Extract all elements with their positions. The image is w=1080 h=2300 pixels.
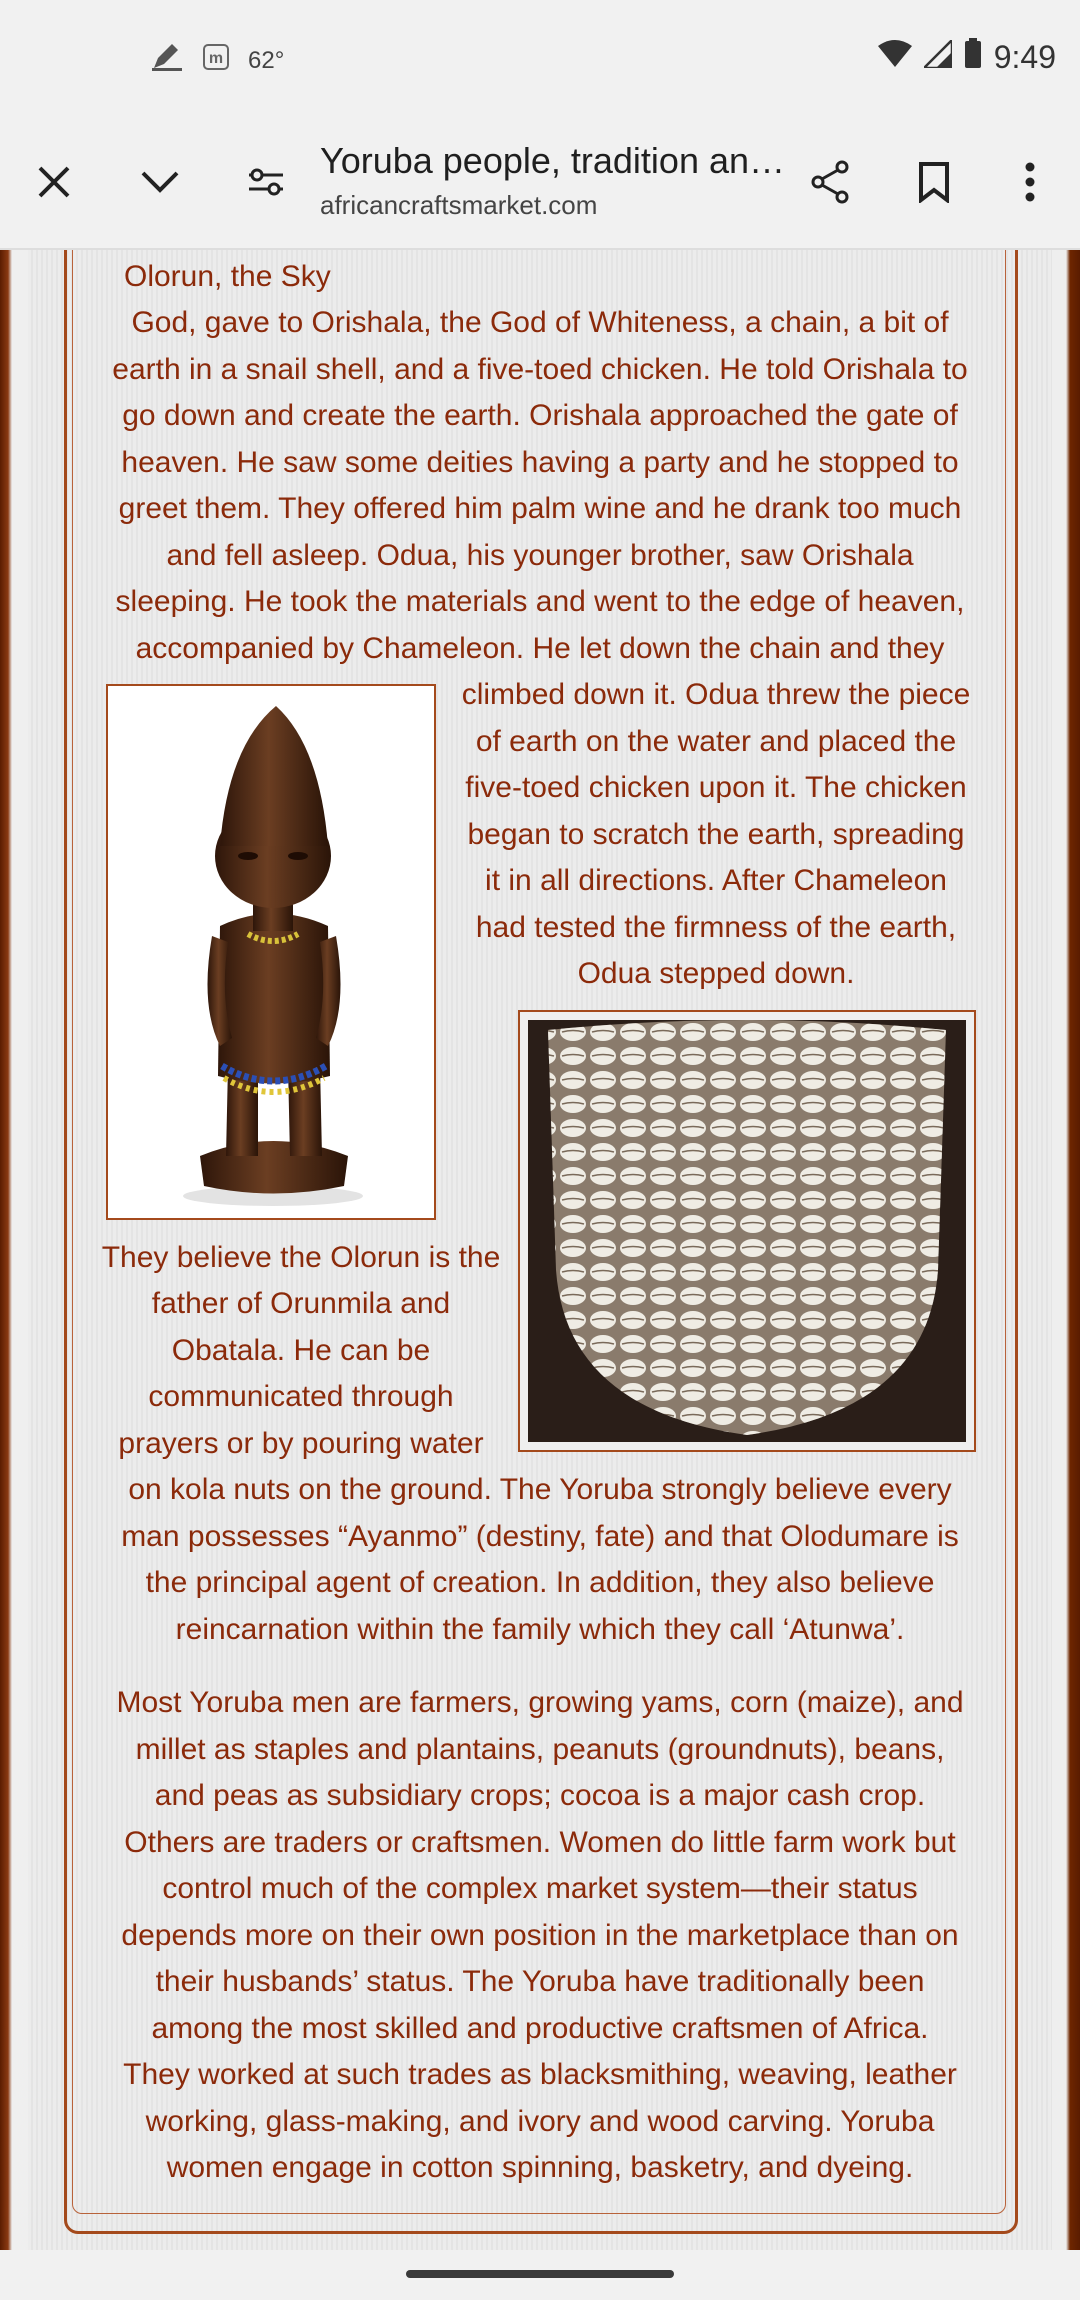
text-line: sleeping. He took the materials and went to the edge of heaven, — [115, 585, 965, 618]
text-line: greet them. They offered him palm wine and he drank too much — [118, 492, 962, 525]
text-line: Others are traders or craftsmen. Women do little farm work but — [124, 1826, 956, 1859]
text-line: and fell asleep. Odua, his younger brother, saw Orishala — [166, 539, 914, 572]
status-bar — [0, 0, 1080, 120]
text-line: Most Yoruba men are farmers, growing yams, corn (maize), and — [116, 1686, 964, 1719]
text-line: accompanied by Chameleon. He let down the chain and they — [135, 632, 945, 665]
site-settings-icon — [247, 167, 285, 202]
text-line: millet as staples and plantains, peanuts (groundnuts), beans, — [135, 1733, 945, 1766]
text-line: Olorun, the Sky — [124, 260, 331, 293]
text-line: had tested the firmness of the earth, — [475, 911, 957, 944]
share-button[interactable] — [792, 146, 868, 222]
text-line: man possesses “Ayanmo” (destiny, fate) and that Olodumare is — [121, 1520, 959, 1553]
more-options-button[interactable] — [992, 146, 1068, 222]
text-line: They believe the Olorun is the — [101, 1241, 501, 1274]
text-line: heaven. He saw some deities having a party and he stopped to — [121, 446, 959, 479]
text-line: women engage in cotton spinning, basketry, and dyeing. — [166, 2151, 914, 2184]
web-content[interactable] — [0, 250, 1080, 2250]
text-line: Odua stepped down. — [577, 957, 855, 990]
text-line: began to scratch the earth, spreading — [467, 818, 965, 851]
text-line: control much of the complex market system—their status — [162, 1872, 918, 1905]
cowrie-basket-illustration — [528, 1020, 966, 1442]
bookmark-button[interactable] — [896, 146, 972, 222]
site-settings-button[interactable] — [228, 146, 304, 222]
minimize-button[interactable] — [122, 146, 198, 222]
text-line: prayers or by pouring water — [118, 1427, 484, 1460]
page-title-area[interactable] — [320, 140, 790, 221]
pen-icon — [150, 42, 184, 79]
text-line: Obatala. He can be — [171, 1334, 431, 1367]
text-line: communicated through — [148, 1380, 454, 1413]
home-handle[interactable] — [406, 2270, 674, 2278]
custom-tab-toolbar — [0, 120, 1080, 250]
close-button[interactable] — [16, 146, 92, 222]
figurine-image[interactable] — [106, 684, 436, 1220]
page-url: africancraftsmarket.com — [320, 190, 598, 220]
wifi-icon — [878, 39, 912, 76]
text-line: God, gave to Orishala, the God of Whiteness, a chain, a bit of — [131, 306, 949, 339]
text-line: and peas as subsidiary crops; cocoa is a major cash crop. — [154, 1779, 926, 1812]
cowrie-basket-image[interactable] — [518, 1010, 976, 1452]
share-icon — [810, 160, 850, 209]
signal-icon — [924, 39, 952, 76]
bookmark-icon — [918, 161, 950, 208]
text-line: of earth on the water and placed the — [475, 725, 957, 758]
svg-text:m: m — [208, 50, 224, 67]
text-line: working, glass-making, and ivory and wood carving. Yoruba — [145, 2105, 935, 2138]
text-line: They worked at such trades as blacksmithing, weaving, leather — [123, 2058, 957, 2091]
figurine-illustration — [108, 686, 434, 1218]
text-line: depends more on their own position in the marketplace than on — [121, 1919, 959, 1952]
battery-icon — [964, 38, 982, 76]
text-line: go down and create the earth. Orishala approached the gate of — [122, 399, 958, 432]
gesture-nav-bar — [0, 2250, 1080, 2300]
text-line: among the most skilled and productive craftsmen of Africa. — [151, 2012, 929, 2045]
m-badge-icon — [202, 43, 230, 78]
clock: 9:49 — [993, 38, 1056, 75]
text-line: five-toed chicken upon it. The chicken — [465, 771, 967, 804]
temperature: 62° — [248, 46, 285, 74]
page-title: Yoruba people, tradition an… — [320, 140, 786, 181]
close-icon — [36, 164, 72, 205]
text-line: earth in a snail shell, and a five-toed chicken. He told Orishala to — [112, 353, 968, 386]
text-line: reincarnation within the family which they call ‘Atunwa’. — [175, 1613, 905, 1646]
text-line: the principal agent of creation. In addition, they also believe — [145, 1566, 935, 1599]
text-line: father of Orunmila and — [151, 1287, 451, 1320]
text-line: on kola nuts on the ground. The Yoruba strongly believe every — [128, 1473, 952, 1506]
text-line: their husbands’ status. The Yoruba have traditionally been — [155, 1965, 925, 1998]
chevron-down-icon — [140, 170, 180, 199]
more-vert-icon — [1024, 162, 1036, 207]
text-line: it in all directions. After Chameleon — [485, 864, 947, 897]
text-line: climbed down it. Odua threw the piece — [461, 678, 971, 711]
